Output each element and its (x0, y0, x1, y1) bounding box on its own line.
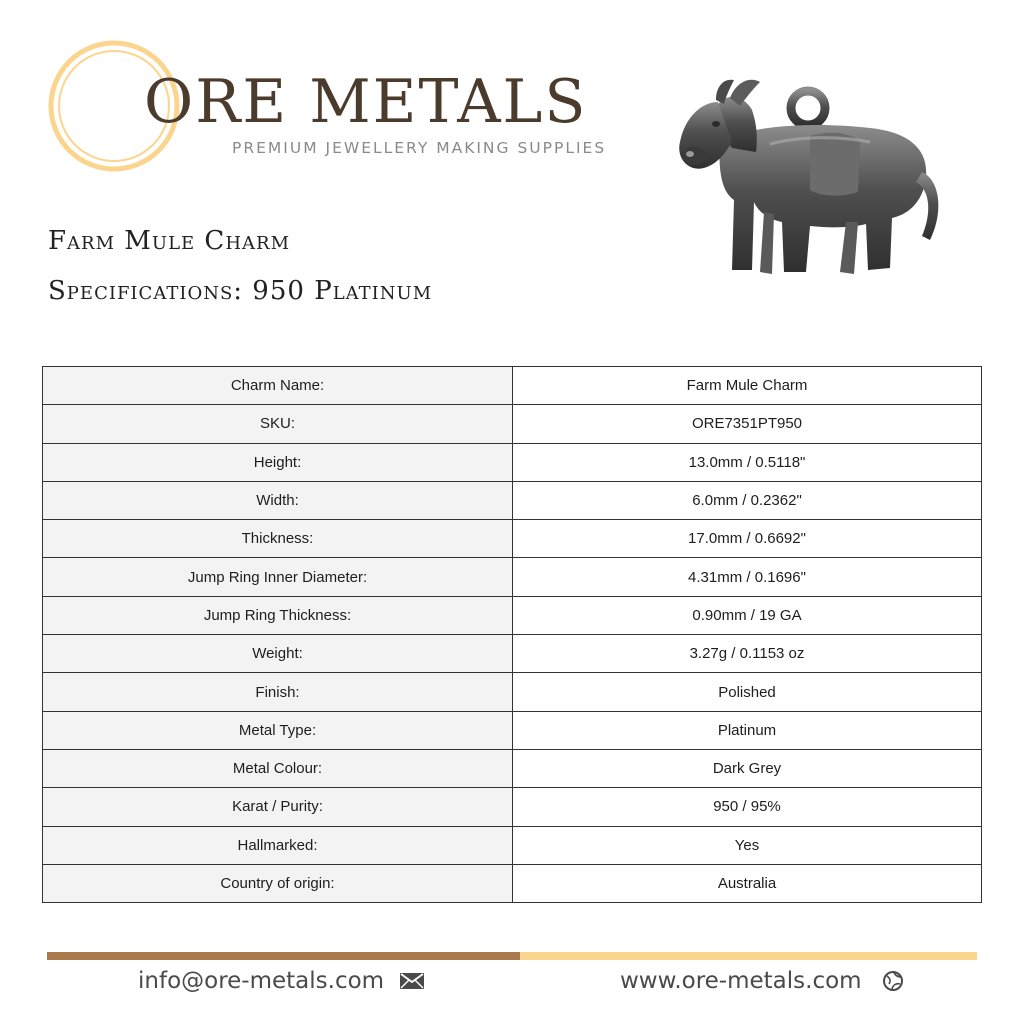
footer-email[interactable] (138, 964, 424, 998)
brand-logo (48, 40, 608, 180)
table-row (43, 749, 982, 787)
spec-value: 13.0mm / 0.5118" (513, 443, 982, 481)
spec-label: Height: (43, 443, 513, 481)
brand-tagline: PREMIUM JEWELLERY MAKING SUPPLIES (232, 139, 607, 157)
spec-value: 17.0mm / 0.6692" (513, 520, 982, 558)
spec-label: Karat / Purity: (43, 788, 513, 826)
spec-label: Hallmarked: (43, 826, 513, 864)
brand-name: ORE METALS (144, 67, 588, 137)
website-link[interactable]: www.ore-metals.com (620, 968, 862, 994)
email-link[interactable]: info@ore-metals.com (138, 968, 385, 994)
spec-label: Jump Ring Thickness: (43, 596, 513, 634)
spec-value: Polished (513, 673, 982, 711)
spec-label: Weight: (43, 635, 513, 673)
mule-charm-image (660, 72, 960, 292)
spec-value: ORE7351PT950 (513, 405, 982, 443)
table-row (43, 443, 982, 481)
table-row (43, 826, 982, 864)
spec-label: Finish: (43, 673, 513, 711)
table-row (43, 520, 982, 558)
spec-value: 950 / 95% (513, 788, 982, 826)
footer-website[interactable] (620, 964, 904, 998)
table-row (43, 481, 982, 519)
spec-label: Jump Ring Inner Diameter: (43, 558, 513, 596)
specifications-table (42, 366, 982, 903)
spec-value: 0.90mm / 19 GA (513, 596, 982, 634)
table-row (43, 864, 982, 902)
spec-value: Farm Mule Charm (513, 367, 982, 405)
spec-label: Charm Name: (43, 367, 513, 405)
page-title: Farm Mule Charm (48, 226, 291, 256)
table-row (43, 558, 982, 596)
table-row (43, 405, 982, 443)
footer-bar-gold (520, 952, 977, 960)
envelope-icon (400, 973, 424, 989)
page-subtitle: Specifications: 950 Platinum (48, 276, 433, 306)
table-row (43, 673, 982, 711)
table-row (43, 788, 982, 826)
spec-value: 3.27g / 0.1153 oz (513, 635, 982, 673)
spec-label: Metal Type: (43, 711, 513, 749)
spec-value: Australia (513, 864, 982, 902)
table-row (43, 367, 982, 405)
footer-bar-brown (47, 952, 520, 960)
spec-label: SKU: (43, 405, 513, 443)
table-row (43, 635, 982, 673)
spec-value: Dark Grey (513, 749, 982, 787)
spec-label: Country of origin: (43, 864, 513, 902)
spec-label: Metal Colour: (43, 749, 513, 787)
table-row (43, 596, 982, 634)
spec-label: Thickness: (43, 520, 513, 558)
spec-label: Width: (43, 481, 513, 519)
spec-value: Platinum (513, 711, 982, 749)
page-titles (48, 226, 432, 306)
spec-value: 6.0mm / 0.2362" (513, 481, 982, 519)
spec-value: 4.31mm / 0.1696" (513, 558, 982, 596)
spec-value: Yes (513, 826, 982, 864)
globe-icon (882, 970, 904, 992)
table-row (43, 711, 982, 749)
